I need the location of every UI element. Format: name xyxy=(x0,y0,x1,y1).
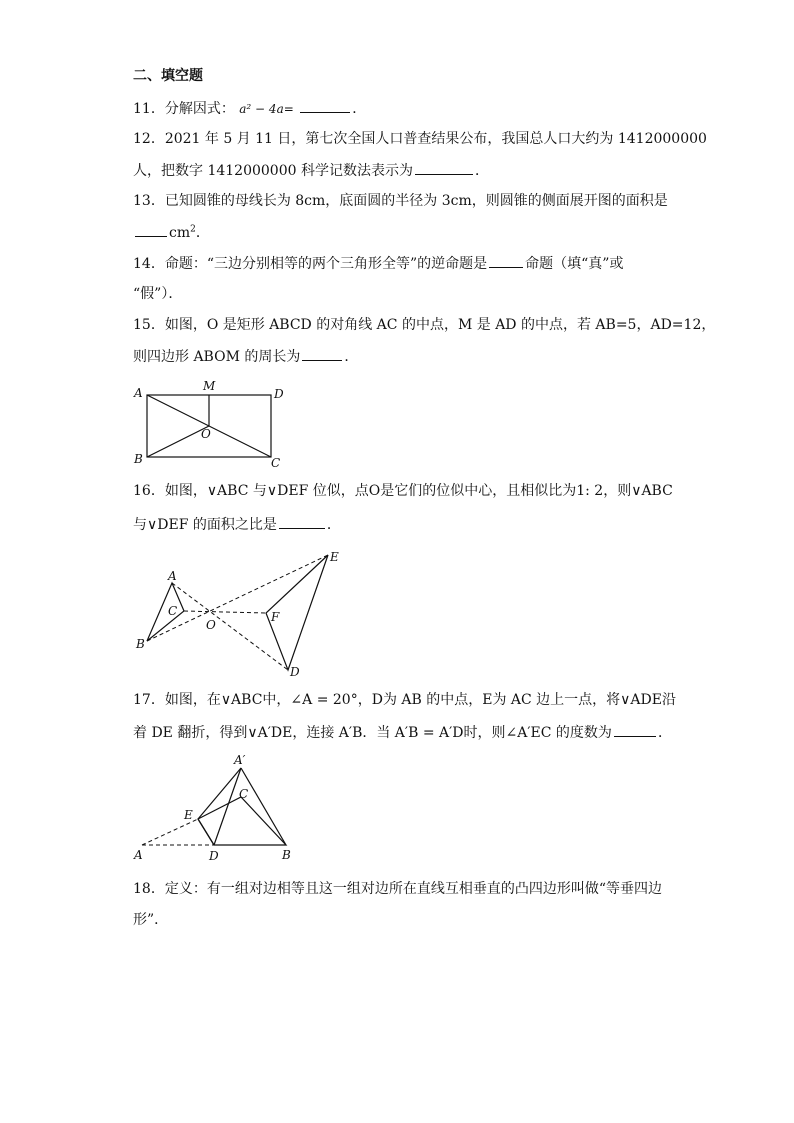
dashed-ae xyxy=(142,819,198,845)
label-b: B xyxy=(282,848,291,862)
label-a: A xyxy=(168,569,177,583)
segment-bo xyxy=(147,426,209,457)
label-c: C xyxy=(168,604,178,618)
label-e: E xyxy=(184,808,193,822)
q14-line-1-end: 命题（填“真”或 xyxy=(525,256,624,272)
q12-line-1: 12．2021 年 5 月 11 日，第七次全国人口普查结果公布，我国总人口大约为 1412000000 xyxy=(133,131,707,147)
label-d: D xyxy=(209,849,219,863)
q12-answer-blank[interactable] xyxy=(415,160,473,175)
q11-expression: a² − 4a= xyxy=(239,102,294,116)
q18-line-2: 形”． xyxy=(133,912,169,928)
q14-line-1-text: 14．命题：“三边分别相等的两个三角形全等”的逆命题是 xyxy=(133,256,488,272)
label-d: D xyxy=(290,665,300,679)
q13-answer-blank[interactable] xyxy=(135,222,167,237)
q12-end: ． xyxy=(474,163,489,179)
label-b: B xyxy=(134,452,143,466)
q13-line-2 xyxy=(133,222,210,243)
q11-number: 11． xyxy=(133,101,165,117)
q16-end: ． xyxy=(326,517,341,533)
q16-answer-blank[interactable] xyxy=(279,514,325,529)
q14-line-2: “假”）． xyxy=(133,286,183,302)
triangle-abc xyxy=(147,583,184,641)
label-d: D xyxy=(274,387,284,401)
segment-a-prime-d xyxy=(214,768,241,845)
q16-line-2 xyxy=(133,514,341,535)
q15-line-1: 15．如图，O 是矩形 ABCD 的对角线 AC 的中点，M 是 AD 的中点，若 AB=5，AD=12， xyxy=(133,317,716,333)
q13-unit-sup: 2 xyxy=(190,224,196,235)
label-b: B xyxy=(136,637,145,651)
q15-line-2-text: 则四边形 ABOM 的周长为 xyxy=(133,349,301,365)
label-c: C xyxy=(271,456,281,470)
segment-a-prime-e xyxy=(198,768,241,819)
q17-answer-blank[interactable] xyxy=(614,722,656,737)
q15-line-2 xyxy=(133,346,358,367)
q18-line-1: 18．定义：有一组对边相等且这一组对边所在直线互相垂直的凸四边形叫做“等垂四边 xyxy=(133,881,662,897)
segment-a-prime-b xyxy=(241,768,286,845)
q15-end: ． xyxy=(344,349,359,365)
dashed-cf xyxy=(184,611,266,613)
q11-end: ． xyxy=(352,101,367,117)
q12-line-2 xyxy=(133,160,489,181)
question-11 xyxy=(133,98,366,119)
q11-text: 分解因式： xyxy=(164,101,235,117)
q11-answer-blank[interactable] xyxy=(300,98,350,113)
label-a: A xyxy=(134,386,143,400)
label-a: A xyxy=(134,848,143,862)
q12-line-2-text: 人，把数字 1412000000 科学记数法表示为 xyxy=(133,163,413,179)
q14-line-1 xyxy=(133,253,623,274)
q16-line-1: 16．如图，∨ABC 与∨DEF 位似，点O是它们的位似中心，且相似比为1: 2，则∨ABC xyxy=(133,483,673,499)
q15-rectangle-figure xyxy=(128,376,293,471)
q17-end: ． xyxy=(657,725,672,741)
label-e: E xyxy=(330,550,339,564)
label-m: M xyxy=(203,379,216,393)
q13-unit: cm xyxy=(169,225,191,241)
label-c: C xyxy=(239,787,249,801)
label-f: F xyxy=(271,610,280,624)
q17-line-2-text: 着 DE 翻折，得到∨A′DE，连接 A′B．当 A′B = A′D时，则∠A′EC 的度数为 xyxy=(133,725,612,741)
q16-line-2-text: 与∨DEF 的面积之比是 xyxy=(133,517,277,533)
label-a-prime: A′ xyxy=(234,753,246,767)
label-o: O xyxy=(206,618,216,632)
q14-answer-blank[interactable] xyxy=(489,253,523,268)
q13-line-1: 13．已知圆锥的母线长为 8cm，底面圆的半径为 3cm，则圆锥的侧面展开图的面积是 xyxy=(133,193,668,209)
q17-line-1: 17．如图，在∨ABC中，∠A = 20°，D为 AB 的中点，E为 AC 边上一点，将∨ADE沿 xyxy=(133,692,676,708)
dashed-be xyxy=(147,555,328,641)
label-o: O xyxy=(201,427,211,441)
q17-fold-figure xyxy=(128,753,308,865)
q13-end: ． xyxy=(195,225,210,241)
q17-line-2 xyxy=(133,722,672,743)
section-title: 二、填空题 xyxy=(133,68,203,84)
q15-answer-blank[interactable] xyxy=(302,346,342,361)
q16-homothety-figure xyxy=(128,545,353,680)
segment-ed xyxy=(198,819,214,845)
